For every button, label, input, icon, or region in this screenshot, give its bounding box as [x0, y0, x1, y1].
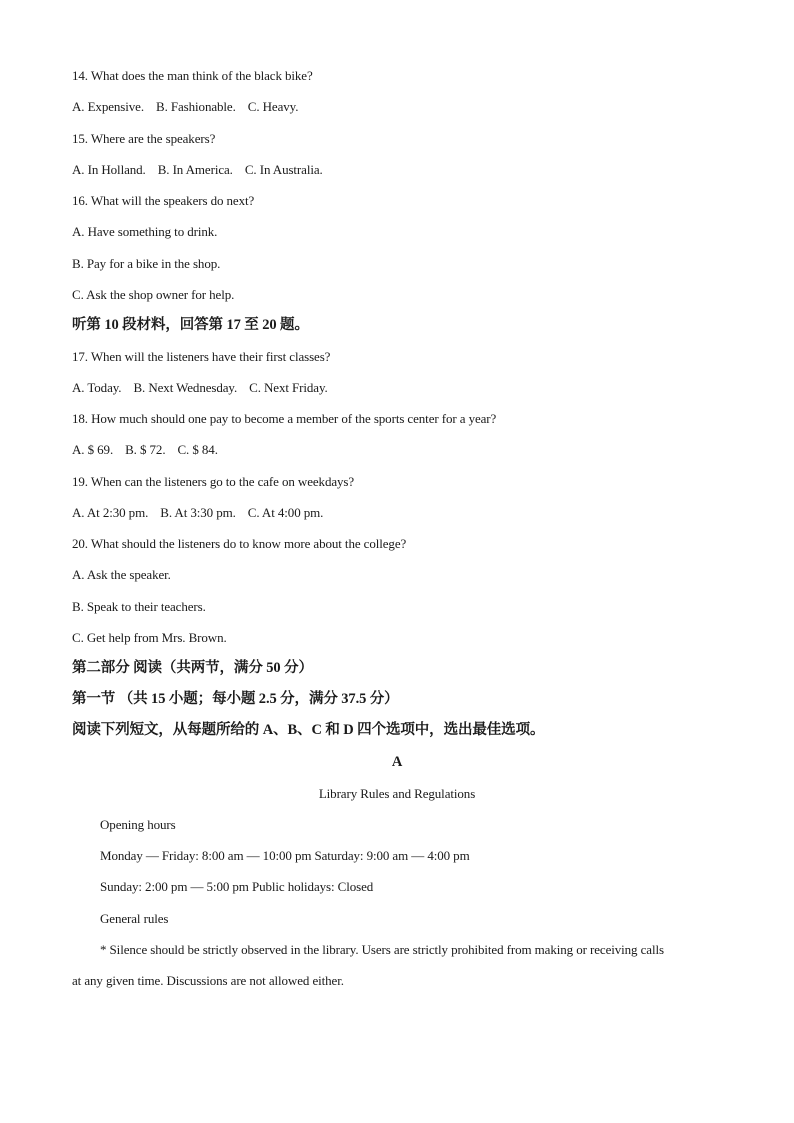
- question-16-option-c: C. Ask the shop owner for help.: [72, 287, 235, 302]
- option-b: B. Next Wednesday.: [133, 380, 238, 395]
- reading-section-heading: 第一节 （共 15 小题；每小题 2.5 分，满分 37.5 分）: [72, 691, 399, 707]
- hours-line-2: Sunday: 2:00 pm — 5:00 pm Public holidays: Closed: [100, 879, 374, 894]
- option-c: C. Heavy.: [247, 99, 299, 114]
- question-17: 17. When will the listeners have their first classes?: [72, 349, 331, 364]
- option-b: B. At 3:30 pm.: [160, 505, 236, 520]
- passage-title: Library Rules and Regulations: [318, 786, 476, 801]
- question-20-option-c: C. Get help from Mrs. Brown.: [72, 630, 227, 645]
- question-15: 15. Where are the speakers?: [72, 131, 216, 146]
- option-b: B. In America.: [157, 162, 233, 177]
- option-b: B. Fashionable.: [156, 99, 236, 114]
- hours-line-1: Monday — Friday: 8:00 am — 10:00 pm Saturday: 9:00 am — 4:00 pm: [100, 848, 470, 863]
- question-17-options: [72, 380, 340, 396]
- question-16-option-a: A. Have something to drink.: [72, 224, 218, 239]
- opening-hours-label: Opening hours: [100, 817, 176, 832]
- option-c: C. In Australia.: [244, 162, 323, 177]
- option-c: C. At 4:00 pm.: [247, 505, 324, 520]
- option-a: A. At 2:30 pm.: [72, 505, 149, 520]
- question-16: 16. What will the speakers do next?: [72, 193, 255, 208]
- question-19-options: [72, 505, 335, 521]
- option-a: A. Today.: [72, 380, 122, 395]
- rule-1-line-2: at any given time. Discussions are not allowed either.: [72, 973, 344, 988]
- question-15-options: [72, 162, 335, 178]
- option-c: C. Next Friday.: [249, 380, 328, 395]
- reading-instruction: 阅读下列短文，从每题所给的 A、B、C 和 D 四个选项中，选出最佳选项。: [72, 722, 545, 738]
- rule-1-line-1: * Silence should be strictly observed in the library. Users are strictly prohibited from making or receiving calls: [100, 942, 664, 957]
- question-19: 19. When can the listeners go to the cafe on weekdays?: [72, 474, 355, 489]
- question-18-options: [72, 442, 230, 458]
- passage-letter: A: [391, 754, 403, 770]
- general-rules-label: General rules: [100, 911, 169, 926]
- reading-part-heading: 第二部分 阅读（共两节，满分 50 分）: [72, 660, 313, 676]
- question-14-options: [72, 99, 310, 115]
- question-20-option-b: B. Speak to their teachers.: [72, 599, 206, 614]
- option-b: B. $ 72.: [125, 442, 166, 457]
- section-10-heading: 听第 10 段材料，回答第 17 至 20 题。: [72, 317, 309, 333]
- option-a: A. Expensive.: [72, 99, 144, 114]
- question-16-option-b: B. Pay for a bike in the shop.: [72, 256, 221, 271]
- option-c: C. $ 84.: [177, 442, 218, 457]
- question-20-option-a: A. Ask the speaker.: [72, 567, 171, 582]
- option-a: A. In Holland.: [72, 162, 146, 177]
- question-18: 18. How much should one pay to become a member of the sports center for a year?: [72, 411, 497, 426]
- option-a: A. $ 69.: [72, 442, 114, 457]
- question-14: 14. What does the man think of the black bike?: [72, 68, 313, 83]
- question-20: 20. What should the listeners do to know more about the college?: [72, 536, 407, 551]
